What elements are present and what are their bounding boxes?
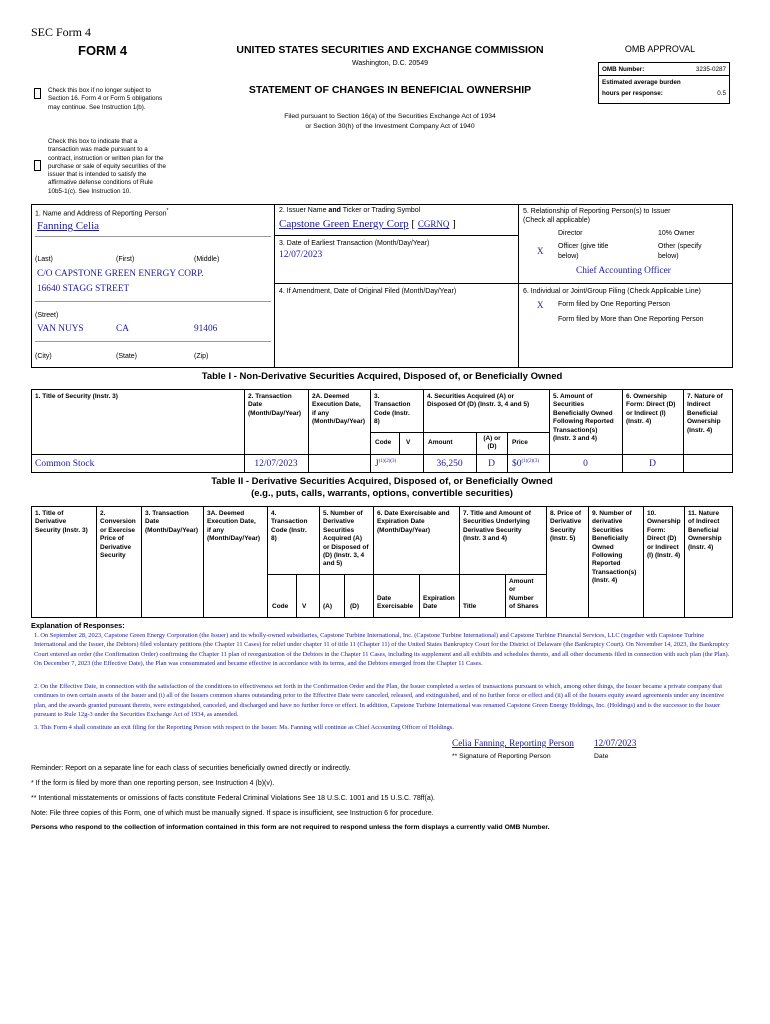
t1-row-form: D bbox=[649, 459, 656, 469]
t1-row-code: $J^{(1)(2)(3)}$ bbox=[375, 459, 397, 470]
omb-hours-value: 0.5 bbox=[717, 90, 726, 97]
t2-sub-amount: Amount or Number of Shares bbox=[509, 578, 539, 611]
address-line-1: C/O CAPSTONE GREEN ENERGY CORP. bbox=[37, 269, 204, 279]
issuer-label: 2. Issuer Name and Ticker or Trading Symbol bbox=[279, 207, 421, 214]
filing-label: 6. Individual or Joint/Group Filing (Check Applicable Line) bbox=[523, 288, 701, 295]
t2-sub-title: Title bbox=[463, 603, 477, 610]
explanation-3: 3. This Form 4 shall constitute an exit filing for the Reporting Person with respect to the Issuer. Ms. Fanning will continue as Chief Accounting Officer of Holdings. bbox=[34, 724, 454, 731]
footnote-4: Persons who respond to the collection of information contained in this form are not required to respond unless the form displays a currently valid OMB Number. bbox=[31, 824, 550, 831]
signature-name-link[interactable]: Celia Fanning, Reporting Person bbox=[452, 739, 574, 749]
t1-h-ownership-form: 6. Ownership Form: Direct (D) or Indirect (I) (Instr. 4) bbox=[626, 393, 676, 426]
t2-h-exercisable: 6. Date Exercisable and Expiration Date (Month/Day/Year) bbox=[377, 510, 450, 534]
t2-h-underlying: 7. Title and Amount of Securities Underlying Derivative Security (Instr. 3 and 4) bbox=[463, 510, 531, 543]
earliest-transaction-label: 3. Date of Earliest Transaction (Month/Day/Year) bbox=[279, 240, 430, 247]
t1-h-code: 3. Transaction Code (Instr. 8) bbox=[374, 393, 411, 426]
t1-h-amount-owned: 5. Amount of Securities Beneficially Owned Following Reported Transaction(s) (Instr. 3 and 4) bbox=[553, 393, 614, 443]
officer-check-mark: X bbox=[537, 246, 544, 256]
t2-h-price: 8. Price of Derivative Security (Instr. 5) bbox=[550, 510, 582, 543]
city-value: VAN NUYS bbox=[37, 324, 84, 334]
t1-sub-price: Price bbox=[512, 439, 528, 446]
issuer-name-ticker: Capstone Green Energy Corp [ CGRNQ ] bbox=[279, 218, 456, 230]
agency-location: Washington, D.C. 20549 bbox=[351, 60, 428, 67]
signature-date-label: Date bbox=[594, 753, 609, 760]
director-label: Director bbox=[558, 230, 583, 237]
t2-h-title: 1. Title of Derivative Security (Instr. 3) bbox=[35, 510, 88, 534]
t1-row-amount: 36,250 bbox=[436, 459, 463, 469]
t2-h-date: 3. Transaction Date (Month/Day/Year) bbox=[145, 510, 199, 534]
omb-approval-title: OMB APPROVAL bbox=[624, 44, 696, 54]
t1-row-date: 12/07/2023 bbox=[254, 459, 298, 469]
rule-10b5-1-checkbox[interactable] bbox=[34, 160, 41, 171]
t2-sub-a: (A) bbox=[323, 603, 333, 610]
omb-burden-label: Estimated average burden bbox=[602, 79, 681, 86]
table-2-title: Table II - Derivative Securities Acquired, Disposed of, or Beneficially Owned bbox=[211, 476, 553, 487]
filing-check-mark: X bbox=[537, 300, 544, 310]
relationship-label: 5. Relationship of Reporting Person(s) to Issuer (Check all applicable) bbox=[523, 208, 671, 224]
t2-sub-exercisable: Date Exercisable bbox=[377, 595, 414, 611]
footnote-1: * If the form is filed by more than one reporting person, see Instruction 4 (b)(v). bbox=[31, 780, 275, 787]
officer-title: Chief Accounting Officer bbox=[576, 266, 671, 276]
first-label: (First) bbox=[116, 256, 135, 263]
t1-h-nature: 7. Nature of Indirect Beneficial Ownership (Instr. 4) bbox=[687, 393, 723, 434]
filing-one-label: Form filed by One Reporting Person bbox=[558, 301, 671, 308]
street-label: (Street) bbox=[35, 312, 59, 319]
state-value: CA bbox=[116, 324, 129, 334]
t1-h-deemed: 2A. Deemed Execution Date, if any (Month/Day/Year) bbox=[312, 393, 366, 426]
omb-hours-label: hours per response: bbox=[602, 90, 663, 97]
agency-name: UNITED STATES SECURITIES AND EXCHANGE COMMISSION bbox=[236, 44, 544, 56]
t2-sub-d: (D) bbox=[350, 603, 360, 610]
t2-h-deemed: 3A. Deemed Execution Date, if any (Month/Day/Year) bbox=[207, 510, 261, 543]
t1-sub-ad: (A) or (D) bbox=[483, 435, 501, 451]
omb-number-value: 3235-0287 bbox=[695, 66, 726, 73]
t1-row-ad: D bbox=[488, 459, 495, 469]
t1-sub-v: V bbox=[406, 439, 411, 446]
omb-number-label: OMB Number: bbox=[602, 66, 645, 73]
form-title: FORM 4 bbox=[78, 43, 128, 58]
signature-label: ** Signature of Reporting Person bbox=[452, 753, 551, 760]
footnote-3: Note: File three copies of this Form, one of which must be manually signed. If space is insufficient, see Instruction 6 for procedure. bbox=[31, 810, 434, 817]
amendment-label: 4. If Amendment, Date of Original Filed (Month/Day/Year) bbox=[279, 288, 457, 295]
city-label: (City) bbox=[35, 353, 52, 360]
t2-sub-expiration: Expiration Date bbox=[423, 595, 455, 611]
top-label: SEC Form 4 bbox=[31, 25, 92, 39]
table-1-title: Table I - Non-Derivative Securities Acquired, Disposed of, or Beneficially Owned bbox=[201, 371, 563, 382]
t1-row-price: $\$0^{(1)(2)(3)}$ bbox=[512, 459, 539, 470]
table-2-subtitle: (e.g., puts, calls, warrants, options, convertible securities) bbox=[251, 488, 513, 499]
officer-label: Officer (give title below) bbox=[558, 243, 609, 260]
reminder-note: Reminder: Report on a separate line for each class of securities beneficially owned directly or indirectly. bbox=[31, 765, 351, 772]
middle-label: (Middle) bbox=[194, 256, 220, 263]
earliest-transaction-date: 12/07/2023 bbox=[279, 250, 323, 260]
t2-h-code: 4. Transaction Code (Instr. 8) bbox=[271, 510, 308, 543]
last-label: (Last) bbox=[35, 256, 53, 263]
t2-h-nature: 11. Nature of Indirect Beneficial Ownership (Instr. 4) bbox=[688, 510, 722, 551]
statement-title: STATEMENT OF CHANGES IN BENEFICIAL OWNERSHIP bbox=[248, 84, 532, 96]
issuer-name-link[interactable]: Capstone Green Energy Corp bbox=[279, 218, 409, 230]
explanation-1: 1. On September 28, 2023, Capstone Green Energy Corporation (the Issuer) and its wholly-owned subsidiaries, Capstone Turbine International, Inc. (Capstone Turbine International) and Capstone Turbine Financial Services, LLC (together with Capstone Turbine International and the Issuer, the Debtors) filed voluntary petitions (the Chapter 11 Cases) for relief under chapter 11 of title 11 (Chapter 11) of the United States Bankruptcy Court for the District of Delaware (the Bankruptcy Court). On November 14, 2023, the Bankruptcy Court entered an order (the Confirmation Order) confirming the Chapter 11 plan of reorganization of the Debtors in the Chapter 11 Cases, including its supplement and all exhibits and schedules thereto, and all other documents filed in connection with such plan (the Plan). On December 7, 2023 (the Effective Date), the Plan was consummated and became effective in accordance with its terms, and the Debtors emerged from the Chapter 11 Cases. bbox=[34, 632, 730, 668]
signature-date: 12/07/2023 bbox=[594, 739, 637, 749]
no-longer-subject-text: Check this box if no longer subject to Section 16. Form 4 or Form 5 obligations may continue. See Instruction 1(b). bbox=[48, 87, 163, 111]
zip-value: 91406 bbox=[194, 324, 218, 334]
footnote-2: ** Intentional misstatements or omissions of facts constitute Federal Criminal Violations See 18 U.S.C. 1001 and 15 U.S.C. 78ff(a). bbox=[31, 795, 435, 802]
filed-pursuant-2: or Section 30(h) of the Investment Company Act of 1940 bbox=[305, 123, 475, 130]
t2-sub-code: Code bbox=[272, 603, 289, 610]
reporting-person-label: 1. Name and Address of Reporting Person* bbox=[35, 208, 169, 218]
t2-h-number: 5. Number of Derivative Securities Acquired (A) or Disposed of (D) (Instr. 3, 4 and 5) bbox=[323, 510, 369, 568]
t1-row-owned: 0 bbox=[583, 459, 588, 469]
reporting-person-name-link[interactable]: Fanning Celia bbox=[37, 220, 100, 232]
filing-more-label: Form filed by More than One Reporting Person bbox=[558, 316, 704, 323]
t1-sub-amount: Amount bbox=[428, 439, 453, 446]
no-longer-subject-checkbox[interactable] bbox=[34, 88, 41, 99]
address-line-2: 16640 STAGG STREET bbox=[37, 284, 130, 294]
t1-row-title: Common Stock bbox=[35, 459, 95, 469]
explanation-heading: Explanation of Responses: bbox=[31, 621, 125, 630]
ticker-link[interactable]: CGRNQ bbox=[417, 219, 450, 229]
t1-h-date: 2. Transaction Date (Month/Day/Year) bbox=[248, 393, 302, 417]
ten-pct-owner-label: 10% Owner bbox=[658, 230, 695, 237]
t2-h-owned: 9. Number of derivative Securities Beneficially Owned Following Reported Transaction(s) (Instr. 4) bbox=[592, 510, 637, 585]
filed-pursuant-1: Filed pursuant to Section 16(a) of the Securities Exchange Act of 1934 bbox=[284, 113, 496, 120]
t1-sub-code: Code bbox=[375, 439, 392, 446]
t2-sub-v: V bbox=[302, 603, 307, 610]
other-label: Other (specify below) bbox=[658, 243, 702, 260]
t2-h-conversion: 2. Conversion or Exercise Price of Derivative Security bbox=[100, 510, 136, 560]
t1-h-securities: 4. Securities Acquired (A) or Disposed Of (D) (Instr. 3, 4 and 5) bbox=[427, 393, 530, 409]
zip-label: (Zip) bbox=[194, 353, 209, 360]
t1-h-title: 1. Title of Security (Instr. 3) bbox=[35, 393, 118, 400]
explanation-2: 2. On the Effective Date, in connection with the satisfaction of the conditions to effectiveness set forth in the Confirmation Order and the Plan, the Issuer completed a series of transactions pursuant to which, among other things, the Issuer became a private company that continues to own certain assets of the Issuer and (i) all of the Issuers common shares outstanding prior to the Effective Date were canceled, released, and extinguished, and of no further force or effect and (ii) all of the Issuers equity award agreements under any incentive plan, and the awards granted pursuant thereto, were extinguished, canceled, and discharged and have no further force or effect. In addition, Capstone Turbine International was renamed Capstone Green Energy Holdings, Inc. (Holdings) and is the successor to the Issuer pursuant to Rule 12g-3 under the Securities Exchange Act of 1934, as amended. bbox=[34, 683, 725, 719]
state-label: (State) bbox=[116, 353, 138, 360]
t2-h-ownership-form: 10. Ownership Form: Direct (D) or Indirect (I) (Instr. 4) bbox=[647, 510, 681, 560]
rule-10b5-1-text: Check this box to indicate that a transaction was made pursuant to a contract, instruction or written plan for the purchase or sale of equity securities of the issuer that is intended to satisfy the affirmative defense conditions of Rule 10b5-1(c). See Instruction 10. bbox=[48, 138, 166, 195]
